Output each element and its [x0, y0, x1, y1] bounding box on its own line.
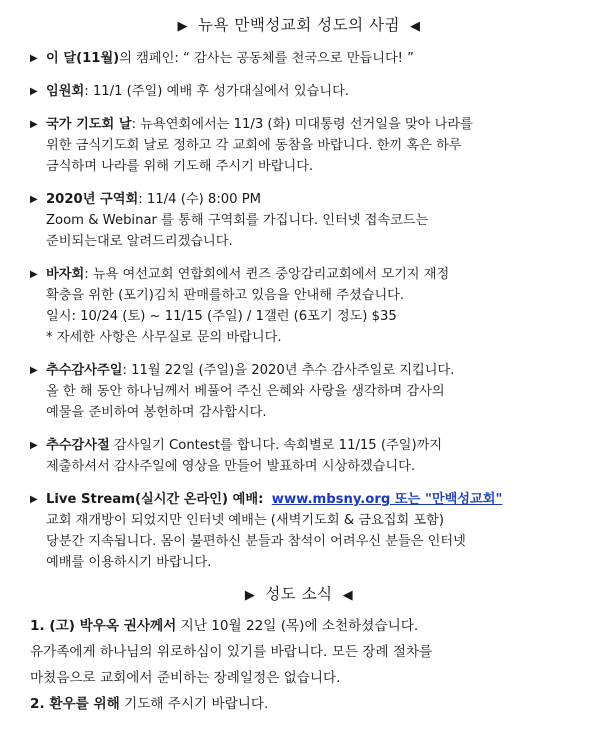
- website-link[interactable]: www.mbsny.org 또는 "만백성교회": [271, 492, 503, 507]
- notice-live-stream: [30, 489, 568, 573]
- bullet-arrow-icon: ▶: [30, 494, 38, 505]
- right-arrow-icon: ▶: [177, 19, 189, 34]
- bullet-arrow-icon: ▶: [30, 194, 38, 205]
- notice-label: 추수감사절: [46, 438, 110, 453]
- bullet-arrow-icon: ▶: [30, 365, 38, 376]
- right-arrow-icon: ▶: [244, 588, 256, 603]
- notice-campaign: [30, 48, 568, 69]
- notice-thanksgiving-sunday: [30, 360, 568, 423]
- notice-text: 예배를 이용하시기 바랍니다.: [46, 555, 212, 570]
- notice-text: * 자세한 사항은 사무실로 문의 바랍니다.: [46, 330, 282, 345]
- news-item-2: [30, 691, 568, 717]
- notice-text: Zoom & Webinar 를 통해 구역회를 가집니다. 인터넷 접속코드는: [46, 213, 429, 228]
- notice-text: 확충을 위한 (포기)김치 판매를하고 있음을 안내해 주셨습니다.: [46, 288, 405, 303]
- bullet-arrow-icon: ▶: [30, 269, 38, 280]
- bullet-arrow-icon: ▶: [30, 440, 38, 451]
- news-text: 마쳤음으로 교회에서 준비하는 장례일정은 없습니다.: [30, 670, 341, 686]
- notice-text: : 뉴욕연회에서는 11/3 (화) 미대통령 선거일을 맞아 나라를: [131, 117, 473, 132]
- notice-text: : 11/1 (주일) 예배 후 성가대실에서 있습니다.: [84, 84, 349, 99]
- notice-text: 감사일기 Contest를 합니다. 속회별로 11/15 (주일)까지: [109, 438, 443, 453]
- notice-gratitude-contest: [30, 435, 568, 477]
- notice-text: 위한 금식기도회 날로 정하고 각 교회에 동참을 바랍니다. 한끼 혹은 하루: [46, 138, 462, 153]
- news-text: 유가족에게 하나님의 위로하심이 있기를 바랍니다. 모든 장례 절차를: [30, 644, 433, 660]
- news-label: 1. (고) 박우옥 권사께서: [30, 618, 177, 634]
- notice-text: : 11/4 (수) 8:00 PM: [138, 192, 262, 207]
- notice-text: 준비되는대로 알려드리겠습니다.: [46, 234, 233, 249]
- notice-text: 일시: 10/24 (토) ~ 11/15 (주일) / 1갤런 (6포기 정도) $35: [46, 309, 397, 324]
- notice-label: 이 달(11월): [46, 51, 120, 66]
- notice-label: 바자회: [46, 267, 85, 282]
- notice-officers-meeting: [30, 81, 568, 102]
- notice-label: 2020년 구역회: [46, 192, 139, 207]
- section-title: 뉴욕 만백성교회 성도의 사귐: [198, 16, 400, 34]
- news-item-1: [30, 613, 568, 639]
- bullet-arrow-icon: ▶: [30, 86, 38, 97]
- notice-label: 추수감사주일: [46, 363, 123, 378]
- section-title: 성도 소식: [265, 585, 333, 603]
- left-arrow-icon: ◀: [409, 19, 421, 34]
- news-label: 2. 환우를 위해: [30, 696, 120, 712]
- bullet-arrow-icon: ▶: [30, 53, 38, 64]
- notice-national-prayer: [30, 114, 568, 177]
- notice-label: 국가 기도회 날: [46, 117, 132, 132]
- news-text: 지난 10월 22일 (목)에 소천하셨습니다.: [176, 618, 419, 634]
- bullet-arrow-icon: ▶: [30, 119, 38, 130]
- section-heading-news: [30, 583, 568, 607]
- notice-text: 의 캠페인: “ 감사는 공동체를 천국으로 만듭니다! ”: [119, 51, 414, 66]
- notice-text: : 뉴욕 여선교회 연합회에서 퀸즈 중앙감리교회에서 모기지 재정: [84, 267, 450, 282]
- notice-text: 올 한 해 동안 하나님께서 베풀어 주신 은혜와 사랑을 생각하며 감사의: [46, 384, 445, 399]
- notice-text: 당분간 지속됩니다. 몸이 불편하신 분들과 참석이 어려우신 분들은 인터넷: [46, 534, 466, 549]
- left-arrow-icon: ◀: [342, 588, 354, 603]
- notice-text: 제출하셔서 감사주일에 영상을 만들어 발표하며 시상하겠습니다.: [46, 459, 416, 474]
- notice-label: 임원회: [46, 84, 85, 99]
- notice-label: Live Stream(실시간 온라인) 예배:: [46, 492, 264, 507]
- member-news: [30, 613, 568, 717]
- notice-text: 금식하며 나라를 위해 기도해 주시기 바랍니다.: [46, 159, 314, 174]
- notice-text: : 11월 22일 (주일)을 2020년 추수 감사주일로 지킵니다.: [122, 363, 455, 378]
- notice-district-meeting: [30, 189, 568, 252]
- notice-text: 예물을 준비하여 봉헌하며 감사합시다.: [46, 405, 267, 420]
- section-heading-fellowship: [30, 14, 568, 38]
- news-text: 기도해 주시기 바랍니다.: [119, 696, 269, 712]
- notice-text: 교회 재개방이 되었지만 인터넷 예배는 (새벽기도회 & 금요집회 포함): [46, 513, 445, 528]
- notice-bazaar: [30, 264, 568, 348]
